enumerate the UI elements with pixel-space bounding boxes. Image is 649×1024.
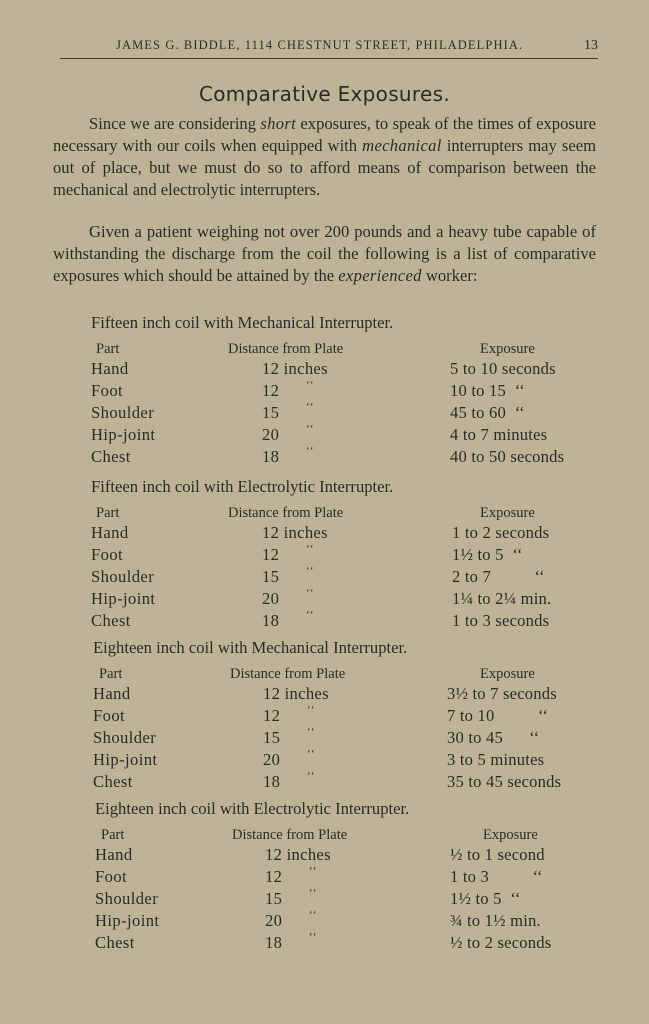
- cell-part: Chest: [95, 933, 135, 952]
- cell-exposure: 35 to 45 seconds: [447, 772, 562, 791]
- table-row: [0, 933, 649, 955]
- column-header-distance: Distance from Plate: [232, 827, 348, 843]
- table-row: [0, 447, 649, 469]
- column-header-exposure: Exposure: [480, 666, 535, 682]
- page-number: 13: [584, 38, 598, 53]
- paragraph-text: Since we are considering: [89, 114, 261, 133]
- ditto-mark: ‘‘: [307, 748, 316, 760]
- cell-distance: 15: [262, 403, 280, 422]
- table-row: [0, 425, 649, 447]
- cell-part: Foot: [95, 867, 128, 886]
- column-header-distance: Distance from Plate: [228, 505, 344, 521]
- table-title: Fifteen inch coil with Electrolytic Interrupter.: [91, 477, 394, 496]
- cell-distance: 12: [262, 545, 280, 564]
- cell-exposure: 3 to 5 minutes: [447, 750, 545, 769]
- cell-exposure: ¾ to 1½ min.: [450, 911, 541, 930]
- column-header-exposure: Exposure: [483, 827, 538, 843]
- column-header-part: Part: [101, 827, 125, 843]
- cell-distance: 20: [262, 425, 280, 444]
- cell-exposure: 7 to 10 ‘‘: [447, 706, 549, 725]
- ditto-mark: ‘‘: [306, 401, 315, 413]
- cell-exposure: 1½ to 5 ‘‘: [452, 545, 523, 564]
- cell-distance: 18: [263, 772, 281, 791]
- column-header-part: Part: [96, 505, 120, 521]
- cell-part: Hip-joint: [95, 911, 160, 930]
- ditto-mark: ‘‘: [309, 909, 318, 921]
- table-row: [0, 728, 649, 750]
- cell-distance: 18: [265, 933, 283, 952]
- cell-distance: 15: [265, 889, 283, 908]
- cell-part: Hand: [93, 684, 131, 703]
- cell-exposure: 5 to 10 seconds: [450, 359, 556, 378]
- ditto-mark: ‘‘: [306, 609, 315, 621]
- cell-part: Chest: [91, 611, 131, 630]
- table-row: [0, 381, 649, 403]
- ditto-mark: ‘‘: [307, 704, 316, 716]
- running-head: [60, 38, 598, 59]
- ditto-mark: ‘‘: [309, 931, 318, 943]
- ditto-mark: ‘‘: [306, 423, 315, 435]
- cell-part: Foot: [91, 545, 124, 564]
- table-row: [0, 545, 649, 567]
- column-header-distance: Distance from Plate: [230, 666, 346, 682]
- table-row: [0, 772, 649, 794]
- cell-part: Hand: [95, 845, 133, 864]
- ditto-mark: ‘‘: [306, 565, 315, 577]
- cell-part: Chest: [93, 772, 133, 791]
- cell-exposure: ½ to 2 seconds: [450, 933, 552, 952]
- italic-text: mechanical: [362, 136, 442, 155]
- table-row: [0, 889, 649, 911]
- table-row: [0, 523, 649, 545]
- cell-exposure: 1¼ to 2¼ min.: [452, 589, 552, 608]
- ditto-mark: ‘‘: [309, 865, 318, 877]
- table-row: [0, 359, 649, 381]
- cell-exposure: 45 to 60 ‘‘: [450, 403, 525, 422]
- cell-part: Hip-joint: [91, 589, 156, 608]
- cell-part: Shoulder: [91, 567, 155, 586]
- cell-distance: 18: [262, 611, 280, 630]
- paragraph-text: worker:: [421, 266, 478, 285]
- cell-distance: 20: [262, 589, 280, 608]
- table-row: [0, 403, 649, 425]
- italic-text: experienced: [338, 266, 422, 285]
- table-row: [0, 845, 649, 867]
- cell-part: Shoulder: [95, 889, 159, 908]
- cell-distance: 12 inches: [263, 684, 329, 703]
- column-header-part: Part: [96, 341, 120, 357]
- cell-exposure: 40 to 50 seconds: [450, 447, 565, 466]
- table-title: Fifteen inch coil with Mechanical Interrupter.: [91, 313, 394, 332]
- column-header-exposure: Exposure: [480, 505, 535, 521]
- cell-exposure: 30 to 45 ‘‘: [447, 728, 540, 747]
- cell-exposure: 1 to 2 seconds: [452, 523, 550, 542]
- paragraph-text: interrupters may seem out of place, but we must do so to afford means of comparison between the mechanical and electrolytic interrupters.: [53, 136, 596, 199]
- ditto-mark: ‘‘: [309, 887, 318, 899]
- cell-part: Shoulder: [93, 728, 157, 747]
- cell-part: Shoulder: [91, 403, 155, 422]
- ditto-mark: ‘‘: [306, 587, 315, 599]
- table-title: Eighteen inch coil with Electrolytic Interrupter.: [95, 799, 410, 818]
- cell-part: Hand: [91, 359, 129, 378]
- cell-exposure: ½ to 1 second: [450, 845, 545, 864]
- paragraph: [53, 113, 596, 201]
- table-row: [0, 911, 649, 933]
- table-row: [0, 611, 649, 633]
- cell-exposure: 10 to 15 ‘‘: [450, 381, 525, 400]
- table-row: [0, 684, 649, 706]
- cell-exposure: 3½ to 7 seconds: [447, 684, 557, 703]
- cell-distance: 18: [262, 447, 280, 466]
- table-row: [0, 567, 649, 589]
- cell-exposure: 1½ to 5 ‘‘: [450, 889, 521, 908]
- table-title: Eighteen inch coil with Mechanical Interrupter.: [93, 638, 408, 657]
- table-row: [0, 589, 649, 611]
- ditto-mark: ‘‘: [306, 543, 315, 555]
- cell-distance: 12: [263, 706, 281, 725]
- paragraph-text: Given a patient weighing not over 200 pounds and a heavy tube capable of withstanding the discharge from the coil the following is a list of comparative exposures which should be attained by the: [53, 222, 596, 285]
- cell-distance: 20: [263, 750, 281, 769]
- ditto-mark: ‘‘: [307, 726, 316, 738]
- cell-exposure: 4 to 7 minutes: [450, 425, 548, 444]
- paragraph-text: exposures, to speak of the times of exposure necessary with our coils when equipped with: [53, 114, 597, 155]
- cell-part: Foot: [93, 706, 126, 725]
- cell-exposure: 1 to 3 seconds: [452, 611, 550, 630]
- cell-distance: 15: [263, 728, 281, 747]
- cell-distance: 12 inches: [265, 845, 331, 864]
- cell-part: Hip-joint: [93, 750, 158, 769]
- cell-distance: 12: [262, 381, 280, 400]
- table-row: [0, 750, 649, 772]
- cell-part: Foot: [91, 381, 124, 400]
- cell-distance: 12 inches: [262, 523, 328, 542]
- cell-part: Hand: [91, 523, 129, 542]
- running-head-title: JAMES G. BIDDLE, 1114 CHESTNUT STREET, PHILADELPHIA.: [116, 38, 524, 52]
- cell-distance: 12: [265, 867, 283, 886]
- table-row: [0, 867, 649, 889]
- column-header-part: Part: [99, 666, 123, 682]
- cell-exposure: 1 to 3 ‘‘: [450, 867, 543, 886]
- column-header-distance: Distance from Plate: [228, 341, 344, 357]
- cell-distance: 15: [262, 567, 280, 586]
- cell-exposure: 2 to 7 ‘‘: [452, 567, 545, 586]
- ditto-mark: ‘‘: [307, 770, 316, 782]
- italic-text: short: [260, 114, 297, 133]
- cell-part: Hip-joint: [91, 425, 156, 444]
- paragraph: [53, 221, 596, 287]
- ditto-mark: ‘‘: [306, 379, 315, 391]
- column-header-exposure: Exposure: [480, 341, 535, 357]
- cell-distance: 20: [265, 911, 283, 930]
- table-row: [0, 706, 649, 728]
- cell-part: Chest: [91, 447, 131, 466]
- ditto-mark: ‘‘: [306, 445, 315, 457]
- page-title: Comparative Exposures.: [199, 82, 450, 106]
- cell-distance: 12 inches: [262, 359, 328, 378]
